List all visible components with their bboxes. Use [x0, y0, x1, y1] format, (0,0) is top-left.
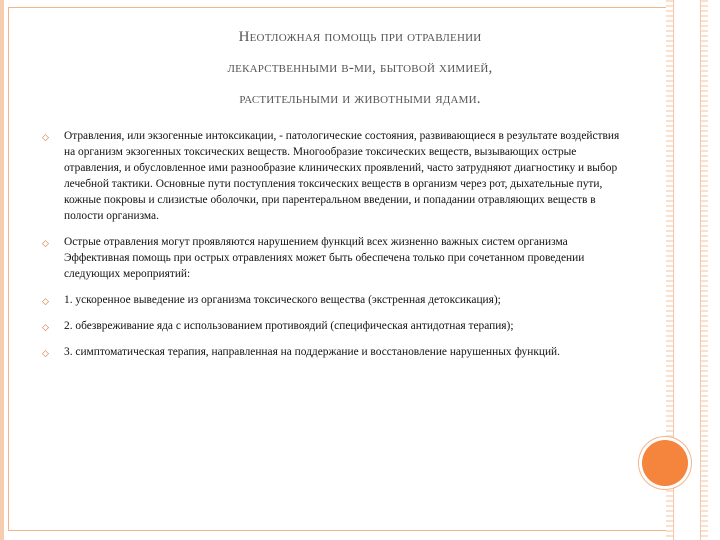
accent-circle: [642, 440, 688, 486]
bullet-text: Острые отравления могут проявляются нарушением функций всех жизненно важных систем организма Эффективная помощь при острых отравлениях может быть обеспечена только при сочетанном проведении следующих мероприятий:: [64, 236, 585, 280]
title-line-3: растительными и животными ядами.: [239, 91, 481, 107]
bullet-text: Отравления, или экзогенные интоксикации, - патологические состояния, развивающиеся в результате воздействия на организм экзогенных токсических веществ. Многообразие токсических веществ, вызывающих острые отравления, и обусловленное ими разнообразие клинических проявлений, часто затрудняют диагностику и выбор лечебной тактики. Основные пути поступления токсических веществ в организм через рот, дыхательные пути, кожные покровы и слизистые оболочки, при парентеральном введении, и попадании отравляющих веществ в полости организма.: [64, 130, 620, 222]
list-item: [42, 344, 622, 360]
bullet-text: 3. симптоматическая терапия, направленная на поддержание и восстановление нарушенных функций.: [64, 346, 561, 358]
title-line-2: лекарственными в-ми, бытовой химией,: [227, 60, 493, 76]
bullet-text: 2. обезвреживание яда с использованием противоядий (специфическая антидотная терапия);: [64, 320, 514, 332]
left-decor-bar: [0, 0, 4, 540]
hollow-diamond-icon: ◇: [42, 349, 49, 359]
bullet-list: [42, 128, 622, 370]
hollow-diamond-icon: ◇: [42, 323, 49, 333]
hollow-diamond-icon: ◇: [42, 133, 49, 143]
title-line-1: Неотложная помощь при отравлении: [238, 29, 482, 45]
list-item: [42, 128, 622, 224]
hollow-diamond-icon: ◇: [42, 239, 49, 249]
slide-title: [60, 22, 660, 115]
list-item: [42, 234, 622, 282]
bullet-text: 1. ускоренное выведение из организма токсического вещества (экстренная детоксикация);: [64, 294, 501, 306]
list-item: [42, 318, 622, 334]
hollow-diamond-icon: ◇: [42, 297, 49, 307]
list-item: [42, 292, 622, 308]
